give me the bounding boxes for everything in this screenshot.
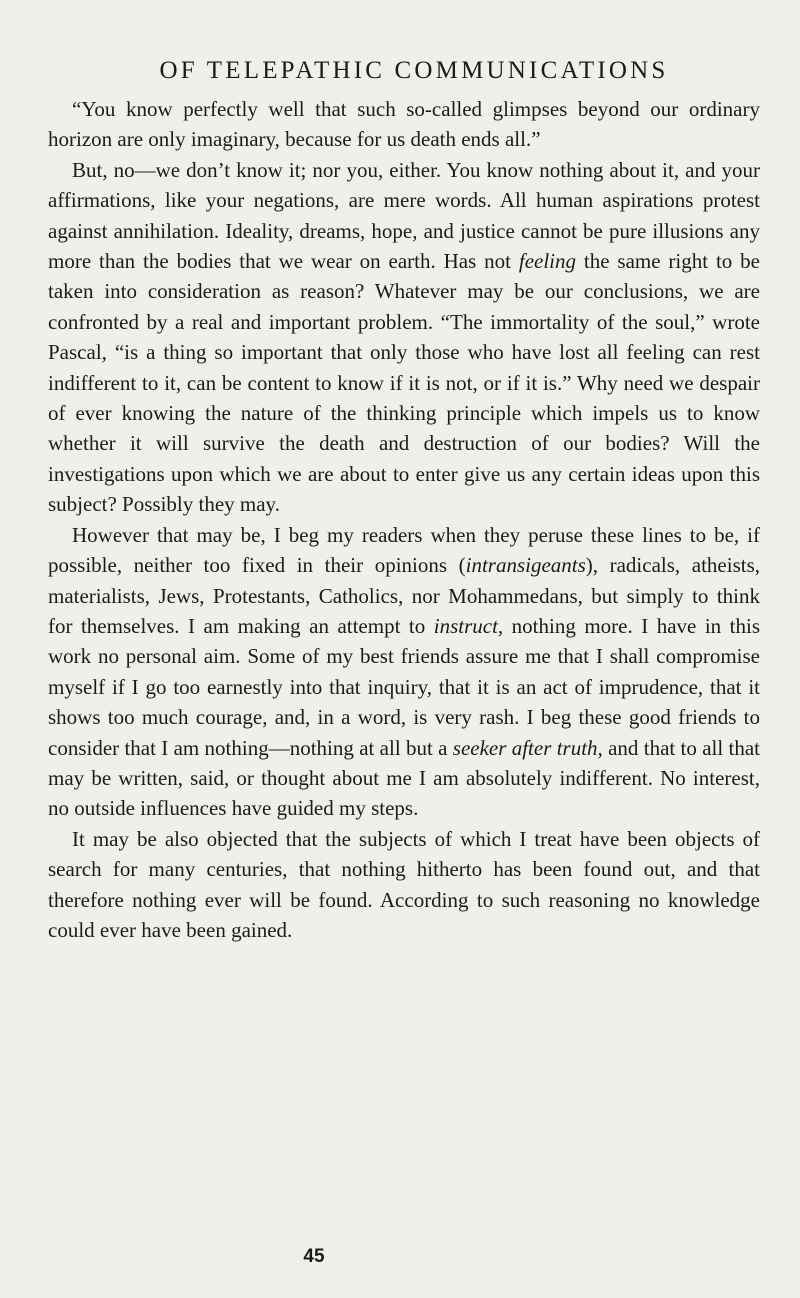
text-run: “You know perfectly well that such so-called glimpses beyond our ordinary horizon are only imaginary, because for us death ends all.” xyxy=(48,97,760,152)
book-page xyxy=(48,56,760,945)
text-run: ), radicals, atheists, materialists, Jews, Protestants, Catholics, nor Mohammedans, but simply to think for themselves. I am making an attempt to xyxy=(48,553,760,638)
body-text xyxy=(48,94,760,945)
paragraph-p2 xyxy=(48,155,760,520)
italic-text: intransigeants xyxy=(465,553,586,578)
paragraph-p3 xyxy=(48,520,760,824)
italic-text: feeling xyxy=(518,249,577,274)
text-run: However that may be, I beg my readers when they peruse these lines to be, if possible, neither too fixed in their opinions ( xyxy=(48,522,760,578)
text-run: But, no—we don’t know it; nor you, either. You know nothing about it, and your affirmations, like your negations, are mere words. All human aspirations protest against annihilation. Ideality, dreams, hope, and justice cannot be pure illusions any more than the bodies that we wear on earth. Has not xyxy=(48,157,760,274)
italic-text: seeker after truth, xyxy=(452,735,603,760)
text-run: nothing more. I have in this work no personal aim. Some of my best friends assure me that I shall compromise myself if I go too earnestly into that inquiry, that it is an act of imprudence, that it shows too much courage, and, in a word, is very rash. I beg these good friends to consider that I am nothing—nothing at all but a xyxy=(48,613,760,760)
running-head: OF TELEPATHIC COMMUNICATIONS xyxy=(159,57,669,84)
text-run: the same right to be taken into consideration as reason? Whatever may be our conclusions, we are confronted by a real and important problem. “The immortality of the soul,” wrote Pascal, “is a thing so important that only those who have lost all feeling can rest indifferent to it, can be content to know if it is not, or if it is.” Why need we despair of ever knowing the nature of the thinking principle which impels us to know whether it will survive the death and destruction of our bodies? Will the investigations upon which we are about to enter give us any certain ideas upon this subject? Possibly they may. xyxy=(48,249,760,517)
text-run: and that to all that may be written, said, or thought about me I am absolutely indifferent. No interest, no outside influences have guided my steps. xyxy=(48,735,760,821)
text-run: It may be also objected that the subjects of which I treat have been objects of search for many centuries, that nothing hitherto has been found out, and that therefore nothing ever will be found. According to such reasoning no knowledge could ever have been gained. xyxy=(48,826,760,942)
paragraph-p1 xyxy=(48,94,760,155)
italic-text: instruct, xyxy=(433,613,504,638)
paragraph-p4 xyxy=(48,824,760,946)
page-number: 45 xyxy=(303,1246,325,1267)
